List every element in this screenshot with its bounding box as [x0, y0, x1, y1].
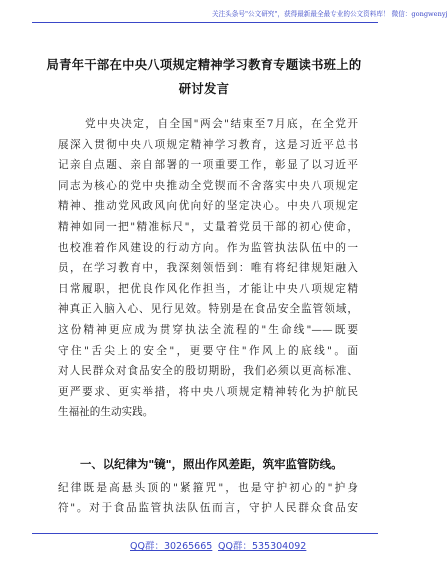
paragraph-line: 精神如同一把"精准标尺"，丈量着党员干部的初心使命， [58, 221, 358, 233]
document-title-line-1: 局青年干部在中央八项规定精神学习教育专题读书班上的 [46, 57, 362, 72]
paragraph-line: 这份精神更应成为贯穿执法全流程的"生命线"——既要 [58, 324, 358, 336]
header-divider [32, 22, 378, 23]
footer-divider [32, 533, 378, 534]
section-heading-1: 一、以纪律为"镜"，照出作风差距，筑牢监管防线。 [80, 457, 343, 471]
paragraph-line: 员，在学习教育中，我深刻领悟到：唯有将纪律规矩融入 [58, 262, 358, 275]
paragraph-line: 日常履职，把优良作风化作担当，才能让中央八项规定精 [58, 282, 358, 295]
footer-qq-link-1[interactable]: QQ群：30265665 [130, 541, 213, 552]
header-banner: 关注头条号"公文研究"，获得最新最全最专业的公文资料库！ 微信：gongwenyj [212, 10, 448, 18]
paragraph-line: 纪律既是高悬头顶的"紧箍咒"，也是守护初心的"护身 [58, 482, 358, 494]
paragraph-line: 展深入贯彻中央八项规定精神学习教育，这是习近平总书 [58, 138, 358, 151]
paragraph-line: 党中央决定，自全国"两会"结束至7月底，在全党开 [85, 118, 358, 130]
paragraph-line: 神真正入脑入心、见行见效。特别是在食品安全监管领域， [58, 303, 358, 316]
paragraph-line: 更严要求、更实举措，将中央八项规定精神转化为护航民 [58, 385, 358, 398]
paragraph-line: 记亲自点题、亲自部署的一项重要工作，彰显了以习近平 [58, 159, 358, 172]
paragraph-line: 也校准着作风建设的行动方向。作为监管执法队伍中的一 [58, 241, 358, 254]
paragraph-line: 同志为核心的党中央推动全党锲而不舍落实中央八项规定 [58, 179, 358, 192]
paragraph-line: 对人民群众对食品安全的殷切期盼，我们必须以更高标准、 [58, 365, 358, 378]
paragraph-line: 生福祉的生动实践。 [58, 406, 154, 419]
paragraph-line: 符"。对于食品监管执法队伍而言，守护人民群众食品安 [58, 502, 358, 514]
document-title-line-2: 研讨发言 [178, 81, 230, 96]
footer-qq-link-2[interactable]: QQ群：535304092 [218, 541, 307, 552]
paragraph-line: 守住"舌尖上的安全"，更要守住"作风上的底线"。面 [58, 344, 358, 357]
paragraph-line: 精神、推动党风政风向优向好的坚定决心。中央八项规定 [58, 200, 358, 213]
